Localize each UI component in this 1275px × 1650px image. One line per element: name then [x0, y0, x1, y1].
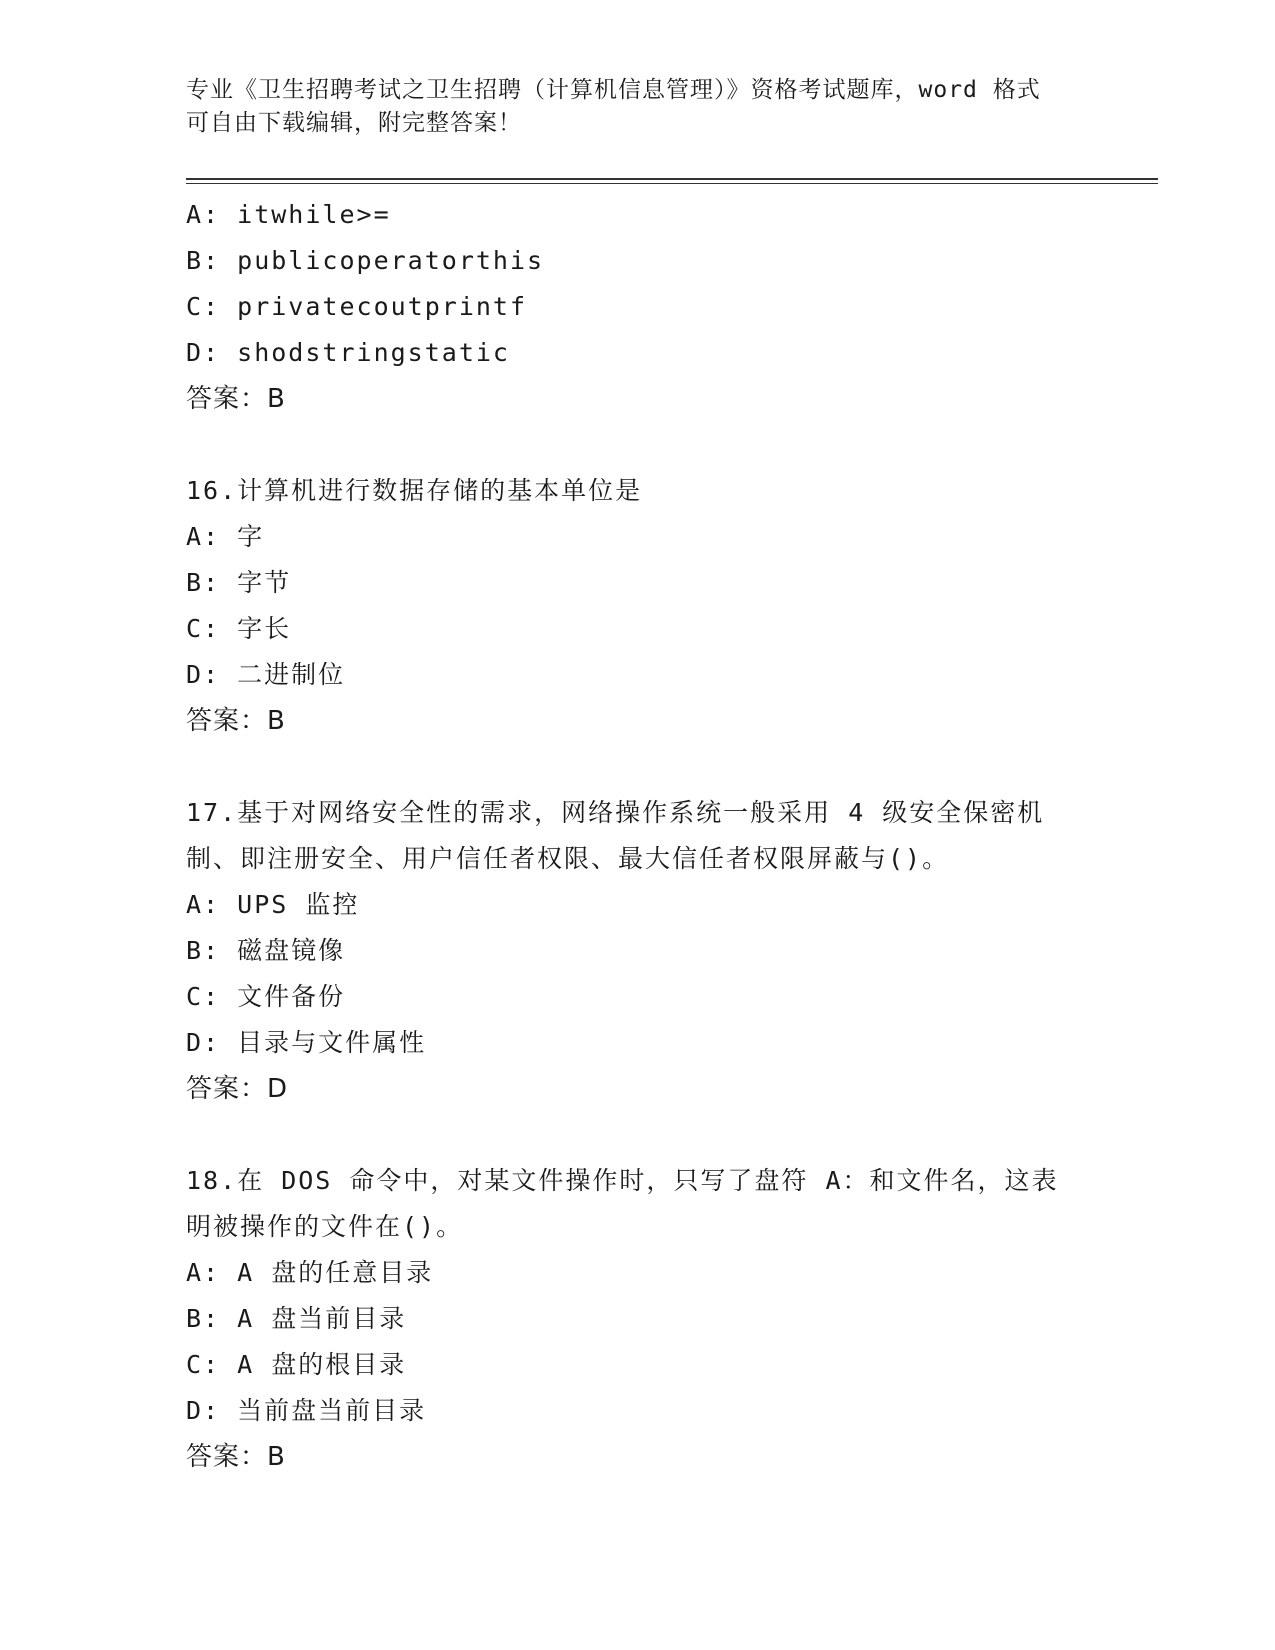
option-b: B: 字节	[186, 568, 292, 597]
question-stem: 17.基于对网络安全性的需求，网络操作系统一般采用 4 级安全保密机制、即注册安全、用户信任者权限、最大信任者权限屏蔽与()。	[186, 798, 1045, 873]
option-d: D: 二进制位	[186, 660, 346, 689]
option-b: B: publicoperatorthis	[186, 246, 545, 275]
option-a: A: 字	[186, 522, 265, 551]
question-17	[186, 790, 1158, 1112]
answer: 答案：B	[186, 706, 286, 736]
header-divider	[186, 178, 1158, 184]
option-b: B: 磁盘镜像	[186, 936, 346, 965]
option-a: A: A 盘的任意目录	[186, 1258, 434, 1287]
option-d: D: shodstringstatic	[186, 338, 510, 367]
question-stem: 18.在 DOS 命令中，对某文件操作时，只写了盘符 A：和文件名，这表明被操作的文件在()。	[186, 1166, 1059, 1241]
question-15-continued	[186, 192, 1158, 422]
question-stem: 16.计算机进行数据存储的基本单位是	[186, 476, 643, 505]
option-b: B: A 盘当前目录	[186, 1304, 407, 1333]
document-header	[186, 74, 1066, 140]
option-c: C: 字长	[186, 614, 292, 643]
header-line-2: 可自由下载编辑，附完整答案！	[186, 110, 522, 136]
question-list	[186, 192, 1158, 1526]
option-c: C: A 盘的根目录	[186, 1350, 407, 1379]
answer: 答案：B	[186, 384, 286, 414]
option-c: C: privatecoutprintf	[186, 292, 528, 321]
option-d: D: 当前盘当前目录	[186, 1396, 427, 1425]
header-line-1: 专业《卫生招聘考试之卫生招聘（计算机信息管理）》资格考试题库，word 格式	[186, 77, 1041, 103]
question-18	[186, 1158, 1158, 1480]
option-c: C: 文件备份	[186, 982, 346, 1011]
answer: 答案：D	[186, 1074, 289, 1104]
option-d: D: 目录与文件属性	[186, 1028, 427, 1057]
question-16	[186, 468, 1158, 744]
answer: 答案：B	[186, 1442, 286, 1472]
option-a: A: UPS 监控	[186, 890, 360, 919]
option-a: A: itwhile>=	[186, 200, 391, 229]
